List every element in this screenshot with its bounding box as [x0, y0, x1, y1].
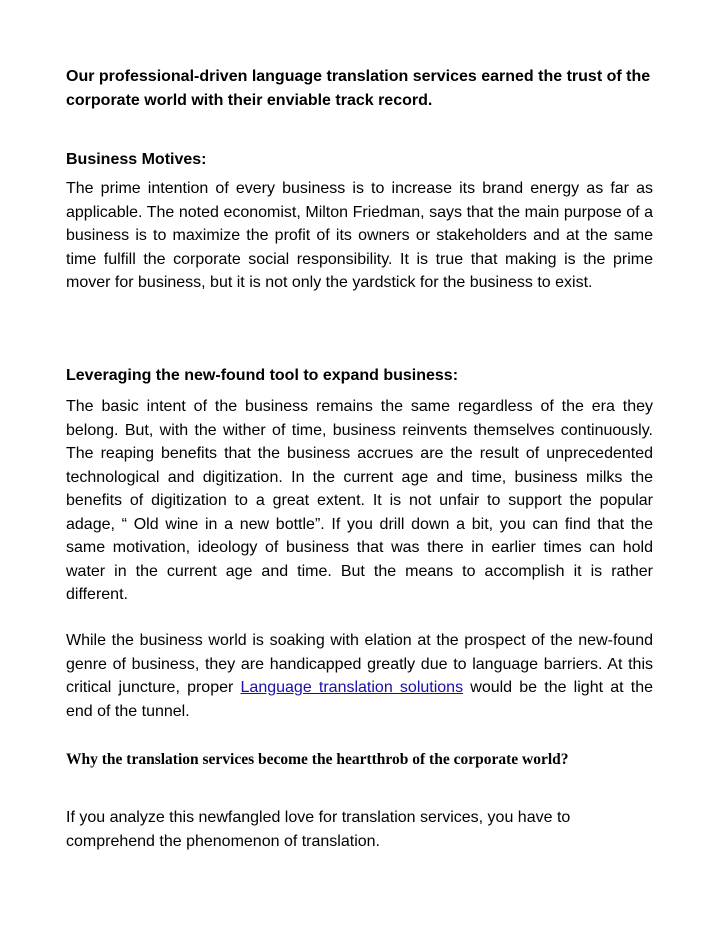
section-heading-leveraging-tool: Leveraging the new-found tool to expand business: — [66, 367, 459, 384]
business-motives-paragraph: The prime intention of every business is to increase its brand energy as far as applicable. The noted economist, Milton Friedman, says that the main purpose of a business is to maximize the profit of its owners or stakeholders and at the same time fulfill the corporate social responsibility. It is true that making is the prime mover for business, but it is not only the yardstick for the business to exist. — [66, 180, 653, 291]
section-heading-business-motives: Business Motives: — [66, 151, 207, 168]
language-translation-solutions-link[interactable]: Language translation solutions — [240, 679, 464, 696]
language-barrier-text-after: would be the light at the end of the tunnel. — [66, 679, 654, 720]
leveraging-tool-paragraph: The basic intent of the business remains the same regardless of the era they belong. But, with the wither of time, business reinvents themselves continuously. The reaping benefits that the business accrues are the result of unprecedented technological and digitization. In the current age and time, business milks the benefits of digitization to a great extent. It is not unfair to support the popular adage, “ Old wine in a new bottle”. If you drill down a bit, you can find that the same motivation, ideology of business that was there in earlier times can hold water in the current age and time. But the means to accomplish it is rather different. — [66, 398, 653, 603]
language-barrier-paragraph — [66, 629, 653, 723]
language-barrier-text-before: While the business world is soaking with elation at the prospect of the new-found genre of business, they are handicapped greatly due to language barriers. At this critical juncture, proper — [66, 632, 653, 696]
why-translation-paragraph: If you analyze this newfangled love for translation services, you have to comprehend the phenomenon of translation. — [66, 809, 571, 850]
intro-heading: Our professional-driven language translation services earned the trust of the corporate world with their enviable track record. — [66, 68, 651, 109]
section-heading-why-translation: Why the translation services become the heartthrob of the corporate world? — [66, 751, 569, 768]
